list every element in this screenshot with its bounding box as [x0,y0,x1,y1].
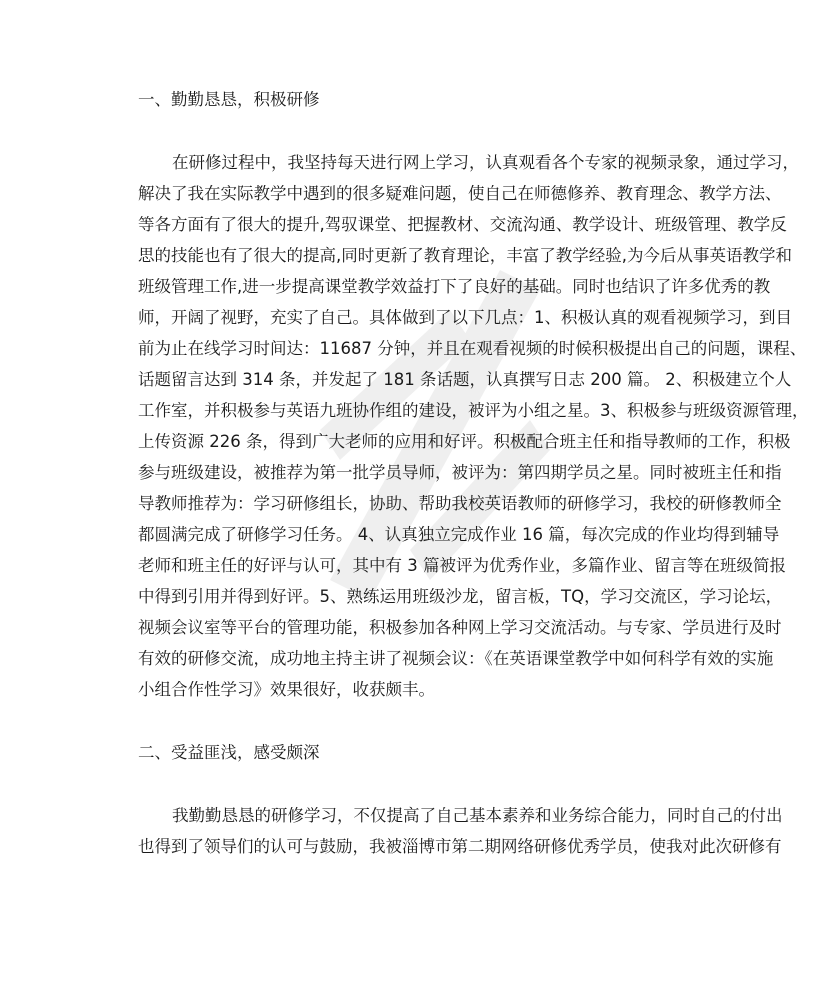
document-page [104,84,809,862]
paragraph-line: 视频会议室等平台的管理功能，积极参加各种网上学习交流活动。与专家、学员进行及时 [138,618,782,637]
paragraph-line: 我勤勤恳恳的研修学习，不仅提高了自己基本素养和业务综合能力，同时自己的付出 [172,806,783,825]
paragraph-line: 解决了我在实际教学中遇到的很多疑难问题，使自己在师德修养、教育理念、教学方法、 [138,184,782,203]
section-paragraph-1 [104,147,809,705]
paragraph-line: 班级管理工作,进一步提高课堂教学效益打下了良好的基础。同时也结识了许多优秀的教 [138,277,771,296]
paragraph-line: 话题留言达到 314 条，并发起了 181 条话题，认真撰写日志 200 篇。 2、积极建立个人 [138,370,792,389]
paragraph-line: 参与班级建设，被推荐为第一批学员导师，被评为：第四期学员之星。同时被班主任和指 [138,463,782,482]
paragraph-line: 老师和班主任的好评与认可，其中有 3 篇被评为优秀作业，多篇作业、留言等在班级简报 [138,556,786,575]
section-heading-2: 二、受益匪浅，感受颇深 [138,743,320,762]
paragraph-line: 中得到引用并得到好评。5、熟练运用班级沙龙，留言板，TQ，学习交流区，学习论坛， [138,587,783,606]
paragraph-line: 小组合作性学习》效果很好，收获颇丰。 [138,680,435,699]
section-paragraph-2 [104,800,783,862]
paragraph-line: 上传资源 226 条，得到广大老师的应用和好评。积极配合班主任和指导教师的工作，积极 [138,432,791,451]
paragraph-line: 在研修过程中，我坚持每天进行网上学习，认真观看各个专家的视频录象，通过学习， [172,153,799,172]
paragraph-line: 有效的研修交流，成功地主持主讲了视频会议：《在英语课堂教学中如何科学有效的实施 [138,649,774,668]
paragraph-line: 也得到了领导们的认可与鼓励，我被淄博市第二期网络研修优秀学员，使我对此次研修有 [138,837,782,856]
paragraph-line: 导教师推荐为：学习研修组长，协助、帮助我校英语教师的研修学习，我校的研修教师全 [138,494,782,513]
paragraph-line: 前为止在线学习时间达：11687 分钟，并且在观看视频的时候积极提出自己的问题，课程、 [138,339,807,358]
paragraph-line: 思的技能也有了很大的提高,同时更新了教育理论，丰富了教学经验,为今后从事英语教学和 [138,246,792,265]
paragraph-line: 都圆满完成了研修学习任务。 4、认真独立完成作业 16 篇，每次完成的作业均得到辅导 [138,525,780,544]
paragraph-line: 师，开阔了视野，充实了自己。具体做到了以下几点：1、积极认真的观看视频学习，到目 [138,308,792,327]
section-heading-1: 一、勤勤恳恳，积极研修 [138,90,320,109]
paragraph-line: 工作室，并积极参与英语九班协作组的建设，被评为小组之星。3、积极参与班级资源管理， [138,401,809,420]
paragraph-line: 等各方面有了很大的提升,驾驭课堂、把握教材、交流沟通、教学设计、班级管理、教学反 [138,215,787,234]
